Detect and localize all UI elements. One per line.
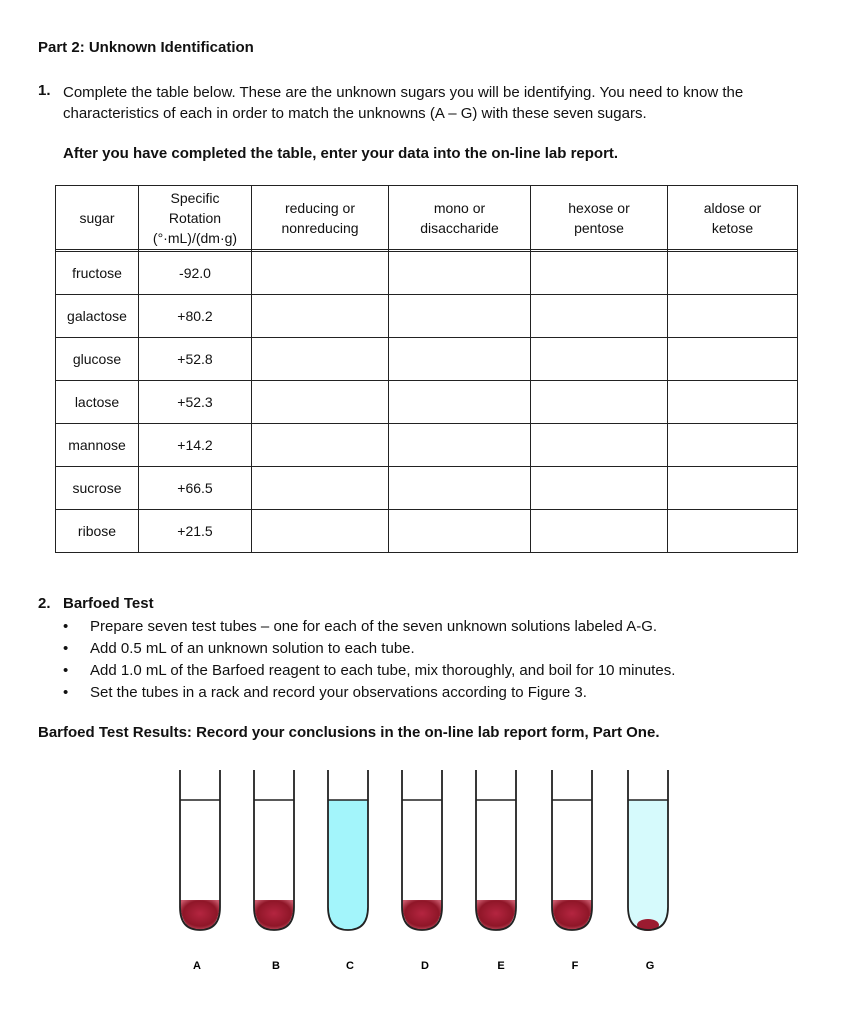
question-1-number: 1. xyxy=(38,82,51,99)
test-tube-f xyxy=(552,770,592,972)
table-row xyxy=(56,338,798,381)
bullet-icon: • xyxy=(63,640,69,657)
test-tube-a xyxy=(180,770,220,972)
cell-reducing[interactable] xyxy=(252,424,389,467)
cell-aldose-ketose[interactable] xyxy=(668,424,798,467)
cell-rotation: +14.2 xyxy=(139,424,252,467)
test-tube-b xyxy=(254,770,294,972)
header-hexose-pentose: hexose or pentose xyxy=(531,186,668,250)
cell-hexose-pentose[interactable] xyxy=(531,338,668,381)
cell-hexose-pentose[interactable] xyxy=(531,295,668,338)
tube-label-b: B xyxy=(272,960,280,972)
tube-label-g: G xyxy=(645,960,655,972)
table-row xyxy=(56,295,798,338)
header-sugar: sugar xyxy=(56,186,139,250)
bullet-icon: • xyxy=(63,684,69,701)
barfoed-steps xyxy=(63,616,675,704)
test-tubes-figure xyxy=(160,762,720,977)
cell-mono-di[interactable] xyxy=(389,295,531,338)
cell-aldose-ketose[interactable] xyxy=(668,338,798,381)
table-row xyxy=(56,467,798,510)
question-1-text: Complete the table below. These are the unknown sugars you will be identifying. You need to know the characteristics of each in order to match the unknowns (A – G) with these seven sugars. xyxy=(63,84,744,122)
cell-rotation: -92.0 xyxy=(139,252,252,295)
cell-hexose-pentose[interactable] xyxy=(531,381,668,424)
cell-aldose-ketose[interactable] xyxy=(668,510,798,553)
sugar-table xyxy=(55,185,798,553)
tube-label-a: A xyxy=(193,960,201,972)
tube-label-c: C xyxy=(346,960,354,972)
cell-mono-di[interactable] xyxy=(389,510,531,553)
header-reducing: reducing or nonreducing xyxy=(252,186,389,250)
cell-sugar: sucrose xyxy=(56,467,139,510)
tube-label-d: D xyxy=(421,960,429,972)
cell-rotation: +52.8 xyxy=(139,338,252,381)
bullet-icon: • xyxy=(63,662,69,679)
tube-label-e: E xyxy=(497,960,505,972)
list-item: • Add 0.5 mL of an unknown solution to each tube. xyxy=(63,638,675,660)
cell-aldose-ketose[interactable] xyxy=(668,295,798,338)
table-row xyxy=(56,381,798,424)
cell-hexose-pentose[interactable] xyxy=(531,252,668,295)
table-header-row xyxy=(56,186,798,250)
cell-aldose-ketose[interactable] xyxy=(668,467,798,510)
cell-reducing[interactable] xyxy=(252,510,389,553)
cell-mono-di[interactable] xyxy=(389,338,531,381)
cell-rotation: +52.3 xyxy=(139,381,252,424)
tube-label-f: F xyxy=(571,960,579,972)
table-row xyxy=(56,510,798,553)
header-mono-di: mono or disaccharide xyxy=(389,186,531,250)
header-aldose-ketose: aldose or ketose xyxy=(668,186,798,250)
cell-hexose-pentose[interactable] xyxy=(531,424,668,467)
cell-hexose-pentose[interactable] xyxy=(531,510,668,553)
cell-mono-di[interactable] xyxy=(389,424,531,467)
cell-reducing[interactable] xyxy=(252,338,389,381)
table-row xyxy=(56,252,798,295)
cell-sugar: lactose xyxy=(56,381,139,424)
list-item: • Set the tubes in a rack and record your observations according to Figure 3. xyxy=(63,682,675,704)
question-2-number: 2. xyxy=(38,595,51,612)
cell-rotation: +80.2 xyxy=(139,295,252,338)
cell-reducing[interactable] xyxy=(252,295,389,338)
cell-rotation: +66.5 xyxy=(139,467,252,510)
question-1-instruction: After you have completed the table, enter your data into the on-line lab report. xyxy=(63,145,619,162)
cell-mono-di[interactable] xyxy=(389,252,531,295)
cell-sugar: glucose xyxy=(56,338,139,381)
cell-sugar: galactose xyxy=(56,295,139,338)
light-blue-solution-g xyxy=(628,800,668,930)
list-item: • Prepare seven test tubes – one for each of the seven unknown solutions labeled A-G. xyxy=(63,616,675,638)
barfoed-results-text: Barfoed Test Results: Record your conclusions in the on-line lab report form, Part One. xyxy=(38,724,660,741)
blue-solution-c xyxy=(328,800,368,930)
header-specific-rotation: Specific Rotation (°·mL)/(dm·g) xyxy=(139,186,252,250)
test-tube-d xyxy=(402,770,442,972)
bullet-icon: • xyxy=(63,618,69,635)
test-tube-g xyxy=(628,770,668,972)
cell-mono-di[interactable] xyxy=(389,381,531,424)
cell-sugar: ribose xyxy=(56,510,139,553)
part-title: Part 2: Unknown Identification xyxy=(38,39,254,56)
list-item: • Add 1.0 mL of the Barfoed reagent to each tube, mix thoroughly, and boil for 10 minutes. xyxy=(63,660,675,682)
cell-reducing[interactable] xyxy=(252,467,389,510)
cell-reducing[interactable] xyxy=(252,381,389,424)
cell-aldose-ketose[interactable] xyxy=(668,381,798,424)
cell-rotation: +21.5 xyxy=(139,510,252,553)
test-tube-c xyxy=(328,770,368,972)
table-row xyxy=(56,424,798,467)
test-tube-e xyxy=(476,770,516,972)
cell-sugar: mannose xyxy=(56,424,139,467)
question-2-title: Barfoed Test xyxy=(63,595,154,612)
cell-aldose-ketose[interactable] xyxy=(668,252,798,295)
cell-hexose-pentose[interactable] xyxy=(531,467,668,510)
cell-sugar: fructose xyxy=(56,252,139,295)
cell-mono-di[interactable] xyxy=(389,467,531,510)
cell-reducing[interactable] xyxy=(252,252,389,295)
